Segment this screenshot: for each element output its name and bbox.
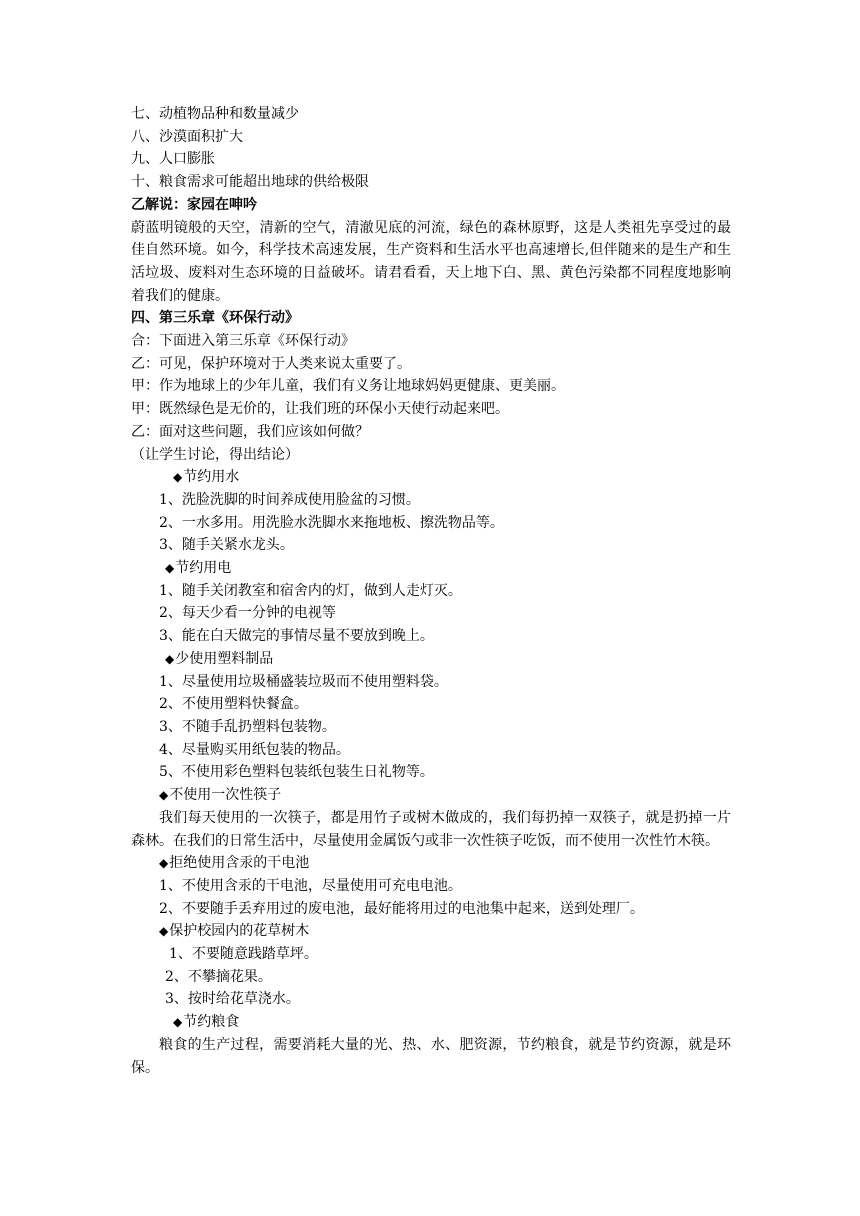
list-item: 1、洗脸洗脚的时间养成使用脸盆的习惯。 xyxy=(159,491,420,508)
dialogue-line-jia-2: 甲：既然绿色是无价的，让我们班的环保小天使行动起来吧。 xyxy=(131,401,509,418)
sub-heading-chopsticks-label: 不使用一次性筷子 xyxy=(169,787,282,804)
diamond-icon: ◆ xyxy=(159,924,169,939)
sub-heading-battery-label: 拒绝使用含汞的干电池 xyxy=(169,855,310,872)
list-item-9: 九、人口膨胀 xyxy=(131,151,215,168)
list-item: 1、尽量使用垃圾桶盛装垃圾而不使用塑料袋。 xyxy=(159,673,448,690)
sub-heading-chopsticks xyxy=(131,784,731,807)
sub-heading-electricity xyxy=(131,557,731,580)
list-item-8: 八、沙漠面积扩大 xyxy=(131,128,243,145)
list-item: 2、不使用塑料快餐盒。 xyxy=(159,696,308,713)
sub-heading-plastic-label: 少使用塑料制品 xyxy=(175,650,274,667)
diamond-icon: ◆ xyxy=(165,561,175,576)
stage-note: （让学生讨论，得出结论） xyxy=(131,446,299,463)
dialogue-line-yi-1: 乙：可见，保护环境对于人类来说太重要了。 xyxy=(131,355,411,372)
list-item: 2、不攀摘花果。 xyxy=(165,968,272,985)
sub-heading-electricity-label: 节约用电 xyxy=(175,560,232,577)
paragraph-food: 粮食的生产过程，需要消耗大量的光、热、水、肥资源，节约粮食，就是节约资源，就是环保。 xyxy=(131,1036,731,1076)
list-item: 5、不使用彩色塑料包装纸包装生日礼物等。 xyxy=(159,764,434,781)
dialogue-line-he: 合：下面进入第三乐章《环保行动》 xyxy=(131,333,355,350)
list-item: 1、不要随意践踏草坪。 xyxy=(169,946,318,963)
paragraph-chopsticks: 我们每天使用的一次筷子，都是用竹子或树木做成的，我们每扔掉一双筷子，就是扔掉一片森林。在我们的日常生活中，尽量使用金属饭勺或非一次性筷子吃饭，而不使用一次性竹木筷。 xyxy=(131,809,731,849)
sub-heading-food xyxy=(131,1011,731,1034)
diamond-icon: ◆ xyxy=(165,651,175,666)
dialogue-line-jia-1: 甲：作为地球上的少年儿童，我们有义务让地球妈妈更健康、更美丽。 xyxy=(131,378,565,395)
sub-heading-campus xyxy=(131,920,731,943)
list-item: 3、随手关紧水龙头。 xyxy=(159,537,294,554)
list-item: 3、不随手乱扔塑料包装物。 xyxy=(159,718,336,735)
diamond-icon: ◆ xyxy=(159,788,169,803)
list-item: 3、能在白天做完的事情尽量不要放到晚上。 xyxy=(159,628,434,645)
dialogue-line-yi-2: 乙：面对这些问题，我们应该如何做？ xyxy=(131,423,369,440)
section-heading-explain: 乙解说：家园在呻吟 xyxy=(131,196,257,213)
sub-heading-water xyxy=(131,466,731,489)
list-item: 1、不使用含汞的干电池，尽量使用可充电电池。 xyxy=(159,877,462,894)
list-item-7: 七、动植物品种和数量减少 xyxy=(131,106,299,122)
sub-heading-campus-label: 保护校园内的花草树木 xyxy=(169,923,310,940)
list-item: 2、一水多用。用洗脸水洗脚水来拖地板、擦洗物品等。 xyxy=(159,514,504,531)
list-item: 2、不要随手丢弃用过的废电池，最好能将用过的电池集中起来，送到处理厂。 xyxy=(159,900,644,917)
sub-heading-battery xyxy=(131,852,731,875)
list-item-10: 十、粮食需求可能超出地球的供给极限 xyxy=(131,174,369,191)
diamond-icon: ◆ xyxy=(173,1015,183,1030)
list-item: 1、随手关闭教室和宿舍内的灯，做到人走灯灭。 xyxy=(159,582,462,599)
paragraph-explain: 蔚蓝明镜般的天空，清新的空气，清澈见底的河流，绿色的森林原野，这是人类祖先享受过的最佳自然环境。如今，科学技术高速发展，生产资料和生活水平也高速增长,但伴随来的是生产和生活垃圾、废料对生态环境的日益破坏。请君看看，天上地下白、黑、黄色污染都不同程度地影响着我们的健康。 xyxy=(131,219,731,304)
list-item: 2、每天少看一分钟的电视等 xyxy=(159,605,336,622)
section-heading-chapter3: 四、第三乐章《环保行动》 xyxy=(131,310,299,327)
diamond-icon: ◆ xyxy=(173,470,183,485)
list-item: 4、尽量购买用纸包装的物品。 xyxy=(159,741,350,758)
sub-heading-plastic xyxy=(131,648,731,671)
sub-heading-water-label: 节约用水 xyxy=(183,469,240,486)
diamond-icon: ◆ xyxy=(159,856,169,871)
document-body xyxy=(131,103,731,1079)
sub-heading-food-label: 节约粮食 xyxy=(183,1014,240,1031)
list-item: 3、按时给花草浇水。 xyxy=(165,991,300,1008)
